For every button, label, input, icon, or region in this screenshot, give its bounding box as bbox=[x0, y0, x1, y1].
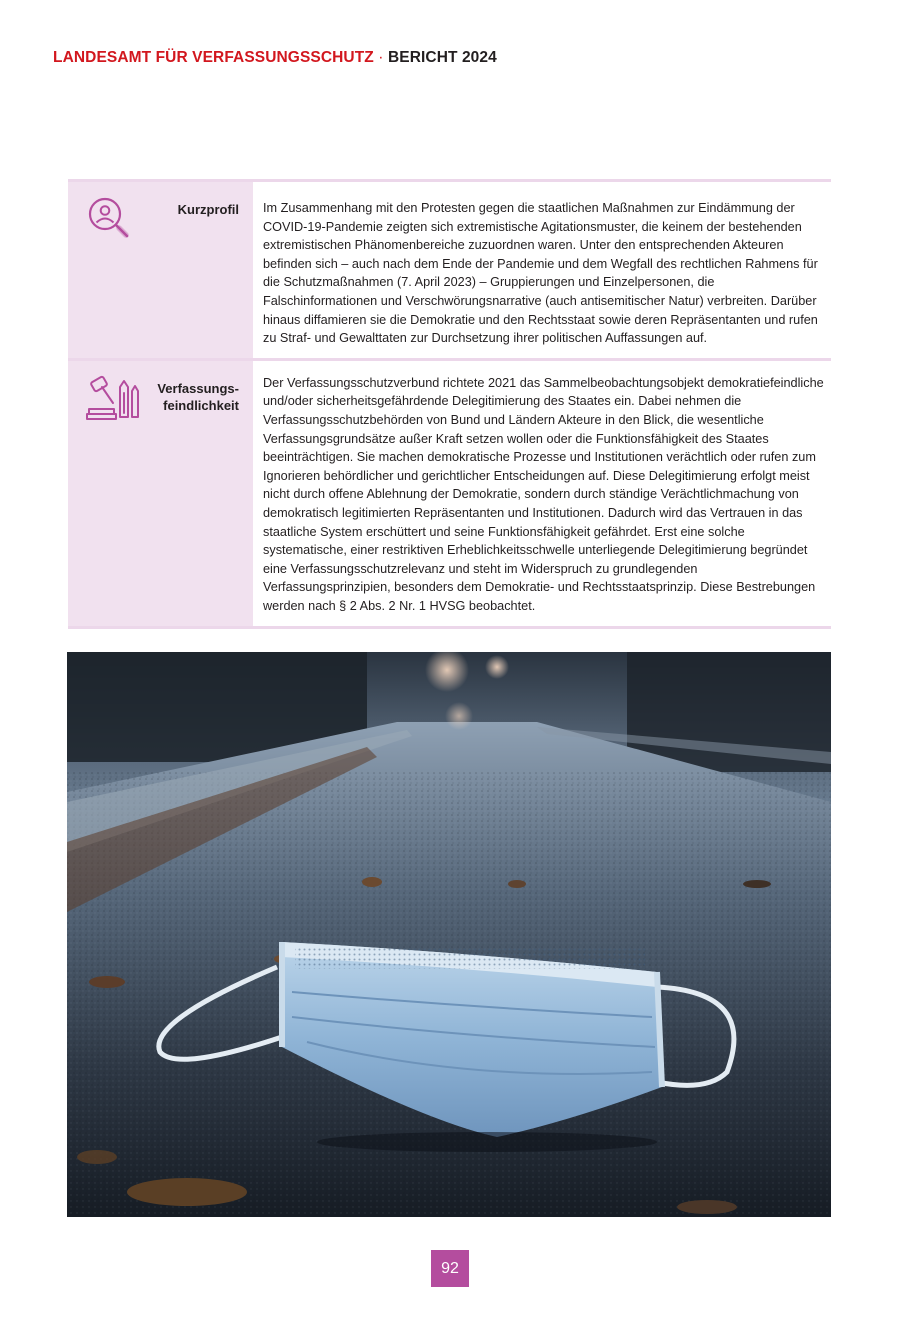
page-number: 92 bbox=[431, 1250, 469, 1287]
header-report-title: BERICHT 2024 bbox=[387, 49, 497, 66]
profile-row-label-cell bbox=[68, 361, 253, 627]
profile-row-label bbox=[157, 380, 239, 414]
header-organization: LANDESAMT FÜR VERFASSUNGSSCHUTZ bbox=[53, 49, 374, 66]
running-header bbox=[53, 49, 497, 67]
gavel-law-icon bbox=[86, 373, 142, 428]
magnifier-person-icon bbox=[86, 196, 132, 247]
face-mask-photo bbox=[67, 652, 831, 1217]
profile-row-label-cell bbox=[68, 182, 253, 358]
profile-row-label: Kurzprofil bbox=[177, 202, 239, 217]
profile-row-label-line: Verfassungs- bbox=[157, 380, 239, 396]
header-separator: · bbox=[378, 49, 384, 66]
profile-table bbox=[68, 179, 831, 629]
profile-row-verfassungsfeindlichkeit bbox=[68, 361, 831, 630]
profile-row-text: Im Zusammenhang mit den Protesten gegen die staatlichen Maßnahmen zur Eindämmung der COVID-19-Pandemie zeigten sich extremistische Agitationsmuster, die keinem der bestehenden extremistischen Phänomenbereiche zuzuordnen waren. Unter den entsprechenden Akteuren befinden sich – auch nach dem Ende der Pandemie und dem Wegfall des rechtlichen Rahmens für die Schutzmaßnahmen (7. April 2023) – Gruppierungen und Einzelpersonen, die Falschinformationen und Verschwörungsnarrative (auch antisemitischer Natur) verbreiten. Darüber hinaus diffamieren sie die Demokratie und den Rechtsstaat sowie deren Repräsentanten und rufen zu Straf- und Gewalttaten zur Durchsetzung ihrer politischen Auffassungen auf. bbox=[253, 182, 831, 358]
profile-row-text: Der Verfassungsschutzverbund richtete 2021 das Sammelbeobachtungsobjekt demokratiefeindliche und/oder sicherheitsgefährdende Delegitimierung des Staates ein. Dabei nehmen die Verfassungsschutzbehörden von Bund und Ländern Akteure in den Blick, die wesentliche Verfassungsgrundsätze außer Kraft setzen wollen oder die Funktionsfähigkeit des Staates beeinträchtigen. Sie machen demokratische Prozesse und Institutionen verächtlich oder rufen zum Ignorieren behördlicher und gerichtlicher Entscheidungen auf. Diese Delegitimierung erfolgt meist nicht durch offene Ablehnung der Demokratie, sondern durch ständige Verächtlichmachung von demokratisch legitimierten Repräsentanten und Institutionen. Dadurch wird das Vertrauen in das staatliche System erschüttert und seine Funktionsfähigkeit gefährdet. Erst eine solche systematische, einer restriktiven Erheblichkeitsschwelle unterliegende Delegitimierung begründet eine Verfassungsschutzrelevanz und steht im Widerspruch zu grundlegenden Verfassungsprinzipien, besonders dem Demokratie- und Rechtsstaatsprinzip. Diese Bestrebungen werden nach § 2 Abs. 2 Nr. 1 HVSG beobachtet. bbox=[253, 361, 831, 627]
photo-face-mask-on-road bbox=[67, 652, 831, 1217]
profile-row-kurzprofil bbox=[68, 182, 831, 361]
profile-row-label-line: feindlichkeit bbox=[163, 397, 239, 413]
